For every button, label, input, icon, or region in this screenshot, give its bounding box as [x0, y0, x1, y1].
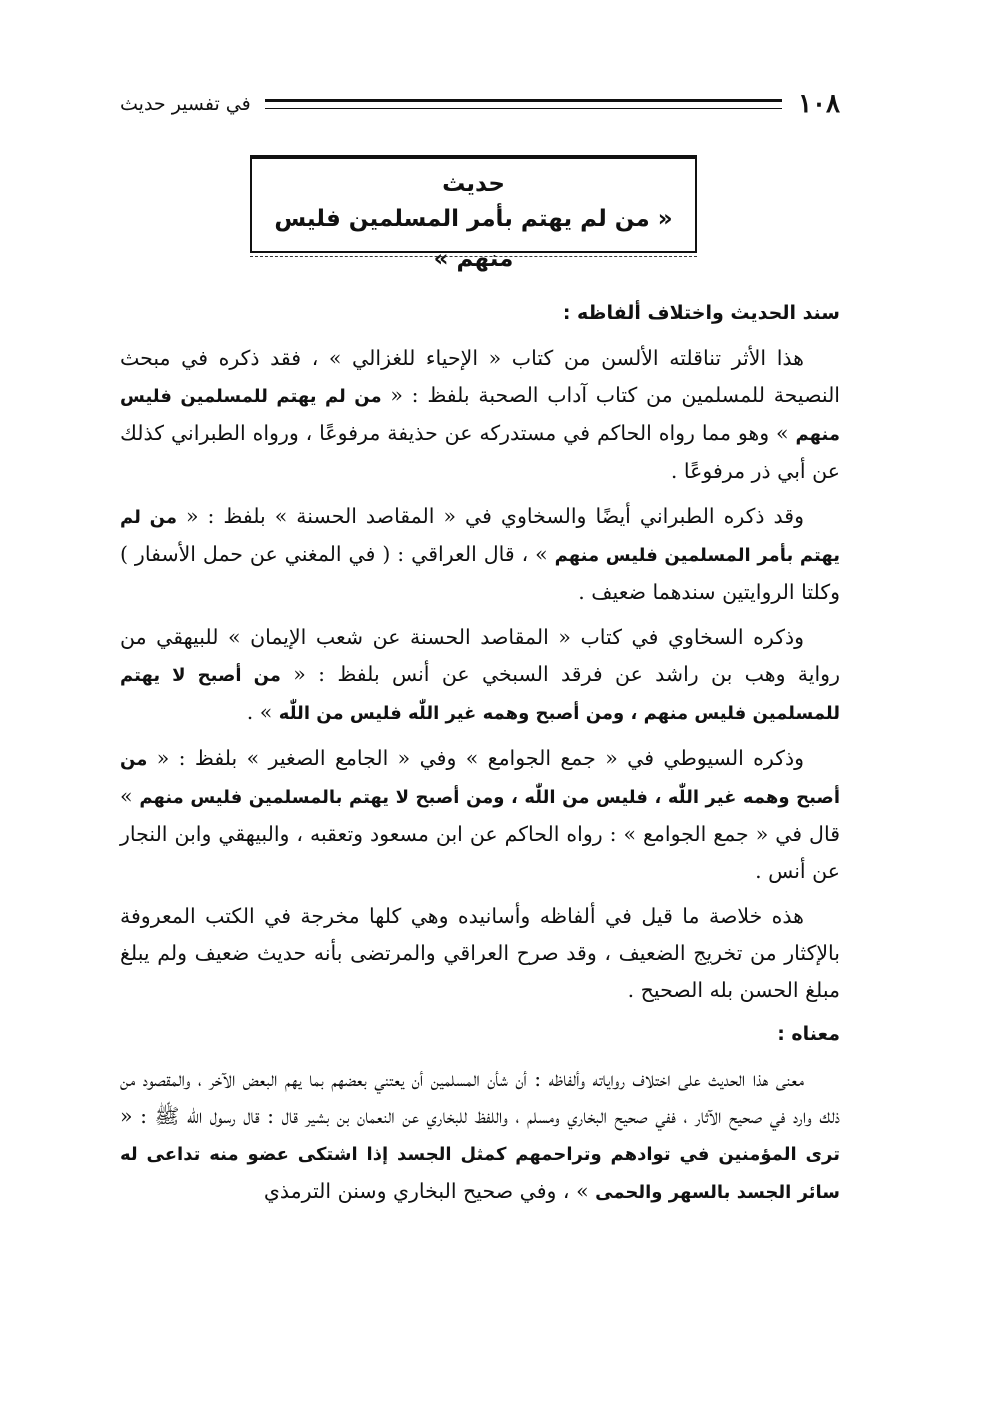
header-rule [265, 99, 782, 109]
chapter-title-box [250, 155, 697, 272]
para-text: » ، قال العراقي : ( في المغني عن حمل الأسفار ) وكلتا الروايتين سندهما ضعيف . [120, 542, 840, 604]
hadith-text: من أصبح وهمه غير اللّٰه ، فليس من اللّٰه ، ومن أصبح لا يهتم بالمسلمين فليس منهم [120, 749, 840, 808]
chapter-hadith-title: « من لم يهتم بأمر المسلمين فليس منهم » [274, 206, 673, 272]
hadith-text: من أصبح لا يهتم للمسلمين فليس منهم ، ومن أصبح وهمه غير اللّٰه فليس من اللّٰه [120, 665, 840, 724]
paragraph [120, 340, 840, 490]
paragraph [120, 1061, 840, 1211]
paragraph: هذه خلاصة ما قيل في ألفاظه وأسانيده وهي كلها مخرجة في الكتب المعروفة بالإكثار من تخريج الضعيف ، وقد صرح العراقي والمرتضى بأنه حديث ضعيف ولم يبلغ مبلغ الحسن بله الصحيح . [120, 904, 840, 1002]
para-text: هذا الأثر تناقلته الألسن من كتاب « الإحياء للغزالي » ، فقد ذكره في مبحث النصيحة للمسلمين من كتاب آداب الصحبة بلفظ : « [120, 346, 841, 407]
para-text: » قال في « جمع الجوامع » : رواه الحاكم عن ابن مسعود وتعقبه ، والبيهقي وابن النجار عن أنس . [120, 784, 840, 883]
chapter-label: حديث [442, 171, 505, 197]
para-text: معنى هذا الحديث على اختلاف رواياته وألفاظه : أن شأن المسلمين أن يعتني بعضهم بما يهم البعض الآخر ، والمقصود من ذلك وارد في صحيح الآثار ، ففي صحيح البخاري ومسلم ، واللفظ للبخاري عن النعمان بن بشير قال : قال رسول اللّٰه ﷺ : « [120, 1067, 840, 1128]
para-text: وذكره السخاوي في كتاب « المقاصد الحسنة عن شعب الإيمان » للبيهقي من رواية وهب بن راشد عن فرقد السبخي عن أنس بلفظ : « [120, 625, 840, 686]
para-text: » . [246, 700, 279, 724]
para-text: وقد ذكره الطبراني أيضًا والسخاوي في « المقاصد الحسنة » بلفظ : « [176, 504, 804, 528]
para-text: وذكره السيوطي في « جمع الجوامع » وفي « الجامع الصغير » بلفظ : « [147, 746, 804, 770]
section-heading-isnad: سند الحديث واختلاف ألفاظه : [562, 302, 840, 324]
hadith-text: من لم يهتم للمسلمين فليس منهم [120, 386, 840, 445]
running-header [120, 88, 840, 120]
page-body [120, 290, 840, 1219]
section-heading-meaning: معناه : [777, 1023, 840, 1045]
para-text: » ، وفي صحيح البخاري وسنن الترمذي [263, 1179, 596, 1203]
paragraph [120, 619, 840, 732]
paragraph [120, 740, 840, 890]
paragraph [120, 498, 840, 611]
para-text: » وهو مما رواه الحاكم في مستدركه عن حذيفة مرفوعًا ، ورواه الطبراني كذلك عن أبي ذر مرفوعًا . [120, 421, 840, 483]
page-number: ١٠٨ [798, 89, 840, 119]
title-underline [250, 256, 697, 257]
hadith-text: من لم يهتم بأمر المسلمين فليس منهم [120, 507, 840, 566]
hadith-text: ترى المؤمنين في توادهم وتراحمهم كمثل الجسد إذا اشتكى عضو منه تداعى له سائر الجسد بالسهر والحمى [120, 1144, 840, 1203]
running-book-title: في تفسير حديث [120, 93, 251, 115]
